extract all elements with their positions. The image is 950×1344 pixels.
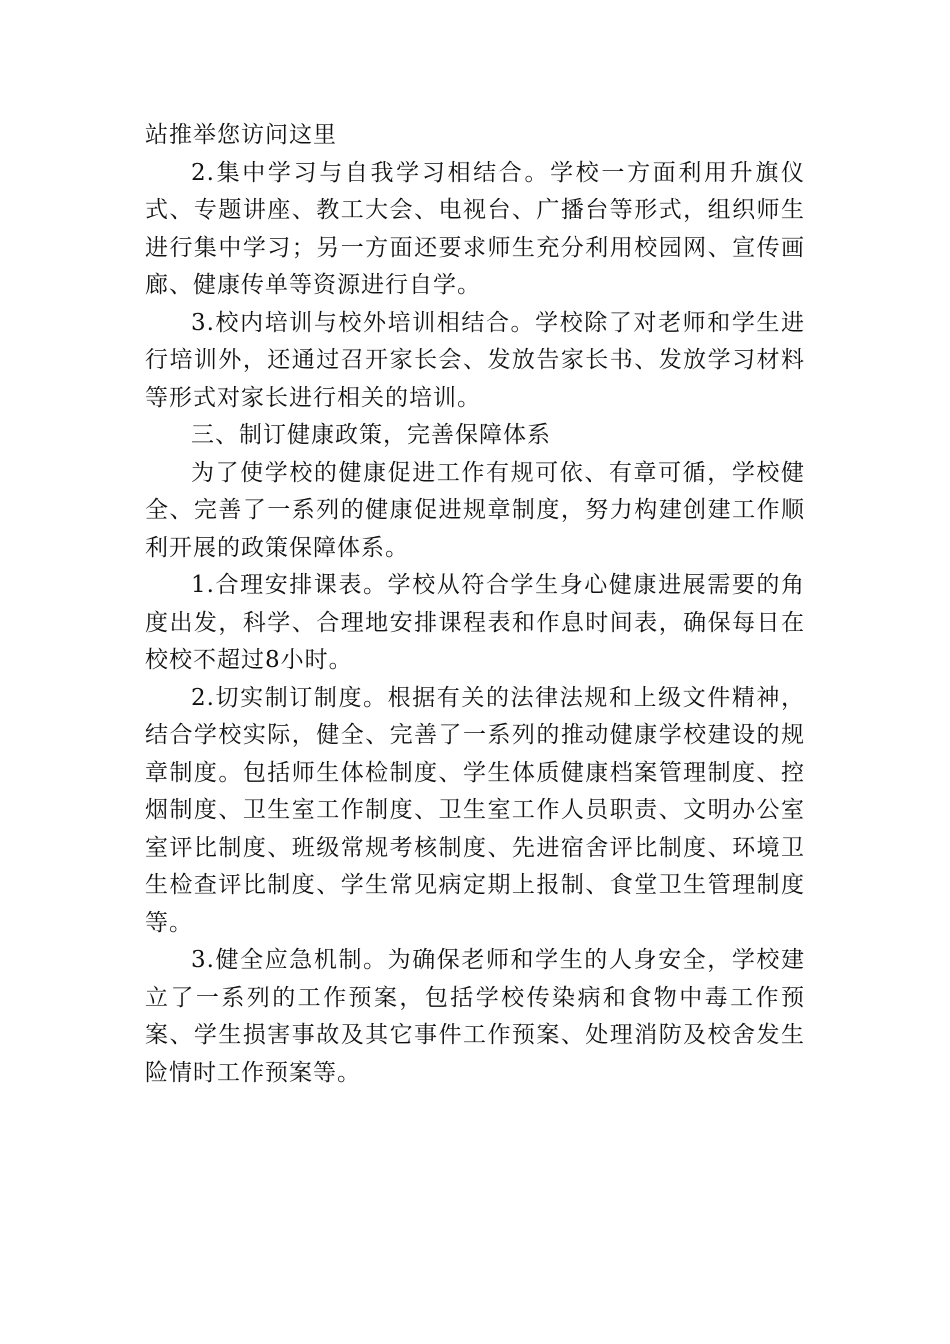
paragraph-regulations: 2.切实制订制度。根据有关的法律法规和上级文件精神，结合学校实际，健全、完善了一系列的推动健康学校建设的规章制度。包括师生体检制度、学生体质健康档案管理制度、控烟制度、卫生室工作制度、卫生室工作人员职责、文明办公室室评比制度、班级常规考核制度、先进宿舍评比制度、环境卫生检查评比制度、学生常见病定期上报制、食堂卫生管理制度等。 (145, 684, 805, 936)
document-body (145, 117, 805, 1092)
paragraph-timetable: 1.合理安排课表。学校从符合学生身心健康进展需要的角度出发，科学、合理地安排课程表和作息时间表，确保每日在校校不超过8小时。 (145, 572, 805, 673)
section-heading-health-policy: 三、制订健康政策，完善保障体系 (191, 422, 551, 448)
paragraph-training: 3.校内培训与校外培训相结合。学校除了对老师和学生进行培训外，还通过召开家长会、发放告家长书、发放学习材料等形式对家长进行相关的培训。 (145, 309, 805, 411)
paragraph-policy-intro: 为了使学校的健康促进工作有规可依、有章可循，学校健全、完善了一系列的健康促进规章制度，努力构建创建工作顺利开展的政策保障体系。 (145, 459, 805, 561)
paragraph-continuation: 站推举您访问这里 (145, 122, 337, 148)
paragraph-centralized-learning: 2.集中学习与自我学习相结合。学校一方面利用升旗仪式、专题讲座、教工大会、电视台、广播台等形式，组织师生进行集中学习；另一方面还要求师生充分利用校园网、宣传画廊、健康传单等资源进行自学。 (145, 159, 805, 298)
paragraph-emergency: 3.健全应急机制。为确保老师和学生的人身安全，学校建立了一系列的工作预案，包括学校传染病和食物中毒工作预案、学生损害事故及其它事件工作预案、处理消防及校舍发生险情时工作预案等。 (145, 947, 805, 1086)
